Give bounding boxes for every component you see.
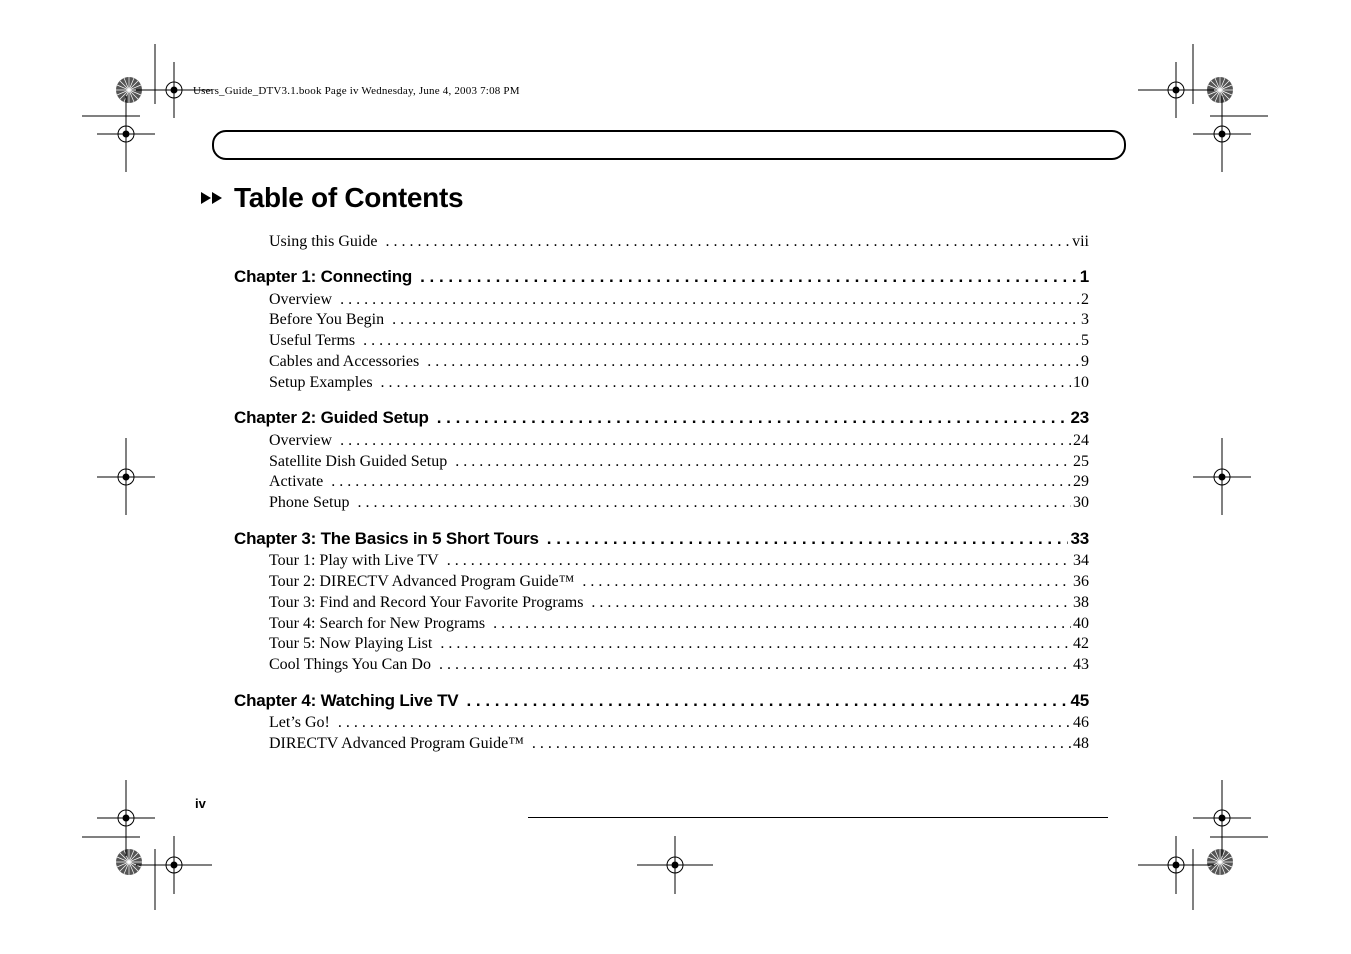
- toc-leader-dots: [340, 291, 1079, 309]
- toc-leader-dots: [547, 529, 1069, 549]
- toc-leader-dots: [591, 594, 1071, 612]
- toc-leader-dots: [439, 656, 1071, 674]
- toc-entry-row[interactable]: [269, 656, 1089, 674]
- toc-page-number: 5: [1081, 332, 1089, 349]
- toc-leader-dots: [493, 615, 1071, 633]
- toc-entry-row[interactable]: [269, 635, 1089, 653]
- toc-chapter-row[interactable]: [234, 691, 1089, 711]
- toc-entry-row[interactable]: [269, 714, 1089, 732]
- toc-entry-row[interactable]: [269, 233, 1089, 251]
- toc-leader-dots: [455, 453, 1071, 471]
- toc-label: Overview: [269, 291, 333, 308]
- toc-page-number: 48: [1073, 735, 1089, 752]
- toc-label: Satellite Dish Guided Setup: [269, 453, 448, 470]
- toc-label: Useful Terms: [269, 332, 356, 349]
- toc-leader-dots: [363, 332, 1079, 350]
- toc-page-number: 34: [1073, 552, 1089, 569]
- toc-label: Before You Begin: [269, 311, 385, 328]
- double-arrow-icon: [199, 190, 227, 206]
- toc-leader-dots: [385, 233, 1070, 251]
- toc-label: Phone Setup: [269, 494, 350, 511]
- header-bar: [212, 130, 1126, 160]
- toc-page-number: 25: [1073, 453, 1089, 470]
- toc-label: Overview: [269, 432, 333, 449]
- toc-leader-dots: [338, 714, 1071, 732]
- toc-entry-row[interactable]: [269, 432, 1089, 450]
- toc-label: Chapter 2: Guided Setup: [234, 408, 429, 427]
- toc-leader-dots: [340, 432, 1071, 450]
- toc-entry-row[interactable]: [269, 353, 1089, 371]
- toc-chapter-row[interactable]: [234, 267, 1089, 287]
- page-number: iv: [195, 796, 206, 811]
- toc-chapter-row[interactable]: [234, 408, 1089, 428]
- toc-page-number: 29: [1073, 473, 1089, 490]
- toc-label: Tour 2: DIRECTV Advanced Program Guide™: [269, 573, 575, 590]
- toc-label: Chapter 4: Watching Live TV: [234, 691, 459, 710]
- toc-leader-dots: [381, 374, 1071, 392]
- toc-page-number: 43: [1073, 656, 1089, 673]
- toc-label: Tour 4: Search for New Programs: [269, 615, 486, 632]
- toc-page-number: 46: [1073, 714, 1089, 731]
- title-block: [199, 180, 463, 216]
- toc-page-number: vii: [1072, 233, 1089, 250]
- toc-leader-dots: [582, 573, 1071, 591]
- toc-label: DIRECTV Advanced Program Guide™: [269, 735, 524, 752]
- toc-leader-dots: [440, 635, 1071, 653]
- toc-leader-dots: [447, 552, 1071, 570]
- toc-page-number: 10: [1073, 374, 1089, 391]
- toc-page-number: 42: [1073, 635, 1089, 652]
- toc-leader-dots: [427, 353, 1079, 371]
- print-slug: Users_Guide_DTV3.1.book Page iv Wednesday, June 4, 2003 7:08 PM: [193, 85, 520, 97]
- toc-leader-dots: [532, 735, 1071, 753]
- toc-page-number: 3: [1081, 311, 1089, 328]
- toc-leader-dots: [331, 473, 1071, 491]
- toc-entry-row[interactable]: [269, 735, 1089, 753]
- toc-label: Cables and Accessories: [269, 353, 420, 370]
- toc-label: Setup Examples: [269, 374, 373, 391]
- toc-page-number: 24: [1073, 432, 1089, 449]
- toc-entry-row[interactable]: [269, 494, 1089, 512]
- toc-label: Tour 1: Play with Live TV: [269, 552, 439, 569]
- toc-leader-dots: [392, 311, 1079, 329]
- footer-rule: [528, 817, 1108, 818]
- toc-entry-row[interactable]: [269, 473, 1089, 491]
- toc-entry-row[interactable]: [269, 374, 1089, 392]
- toc-label: Tour 3: Find and Record Your Favorite Programs: [269, 594, 584, 611]
- toc-label: Tour 5: Now Playing List: [269, 635, 433, 652]
- toc-label: Chapter 3: The Basics in 5 Short Tours: [234, 529, 539, 548]
- toc-page-number: 23: [1070, 408, 1089, 427]
- page-title: Table of Contents: [234, 182, 464, 213]
- toc-entry-row[interactable]: [269, 311, 1089, 329]
- toc-page-number: 30: [1073, 494, 1089, 511]
- toc-entry-row[interactable]: [269, 615, 1089, 633]
- toc-label: Chapter 1: Connecting: [234, 267, 413, 286]
- toc-label: Activate: [269, 473, 324, 490]
- toc-entry-row[interactable]: [269, 453, 1089, 471]
- toc-entry-row[interactable]: [269, 573, 1089, 591]
- toc-page-number: 9: [1081, 353, 1089, 370]
- toc-page-number: 1: [1079, 267, 1089, 286]
- toc-leader-dots: [420, 267, 1078, 287]
- toc-label: Using this Guide: [269, 233, 378, 250]
- toc-label: Cool Things You Can Do: [269, 656, 431, 673]
- toc-entry-row[interactable]: [269, 332, 1089, 350]
- toc-page-number: 36: [1073, 573, 1089, 590]
- toc-chapter-row[interactable]: [234, 529, 1089, 549]
- toc-page-number: 38: [1073, 594, 1089, 611]
- toc-page-number: 33: [1070, 529, 1089, 548]
- toc-entry-row[interactable]: [269, 552, 1089, 570]
- toc-page-number: 45: [1070, 691, 1089, 710]
- toc-leader-dots: [437, 408, 1069, 428]
- toc-label: Let’s Go!: [269, 714, 330, 731]
- toc-leader-dots: [357, 494, 1071, 512]
- toc-page-number: 2: [1081, 291, 1089, 308]
- toc-entry-row[interactable]: [269, 594, 1089, 612]
- toc-leader-dots: [466, 691, 1068, 711]
- toc-page-number: 40: [1073, 615, 1089, 632]
- toc-entry-row[interactable]: [269, 291, 1089, 309]
